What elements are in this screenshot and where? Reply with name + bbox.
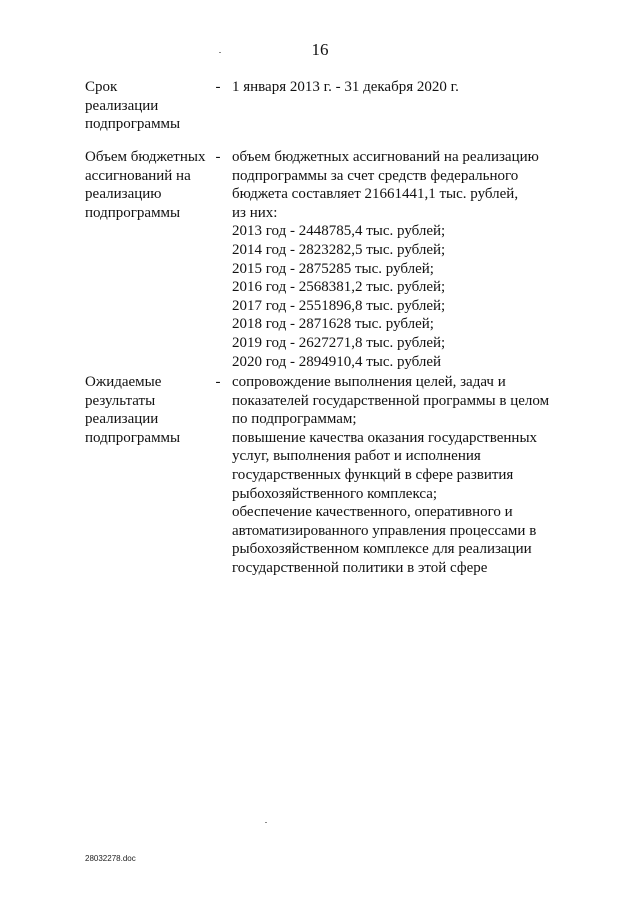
value-line: 2014 год - 2823282,5 тыс. рублей;	[232, 241, 446, 258]
row-dash: -	[215, 149, 221, 165]
row-dash: -	[215, 79, 221, 95]
scan-speck	[265, 822, 267, 823]
row-value	[232, 373, 562, 578]
label-line: результаты	[85, 392, 156, 409]
value-line: 2020 год - 2894910,4 тыс. рублей	[232, 353, 442, 370]
value-line: 2015 год - 2875285 тыс. рублей;	[232, 260, 434, 277]
label-line: реализации	[85, 411, 159, 428]
label-line: подпрограммы	[85, 116, 181, 133]
label-line: подпрограммы	[85, 204, 181, 221]
label-line: реализацию	[85, 186, 162, 203]
value-line: 2016 год - 2568381,2 тыс. рублей;	[232, 279, 446, 296]
value-line: сопровождение выполнения целей, задач и	[232, 374, 506, 390]
value-line: государственной политики в этой сфере	[232, 559, 488, 576]
document-id: 28032278.doc	[85, 854, 136, 863]
label-line: Ожидаемые	[85, 374, 162, 390]
value-line: подпрограммы за счет средств федерального	[232, 167, 519, 184]
value-line: по подпрограммам;	[232, 411, 357, 428]
value-line: автоматизированного управления процессами в	[232, 522, 537, 539]
value-line: рыбохозяйственном комплексе для реализации	[232, 541, 532, 558]
value-line: 2019 год - 2627271,8 тыс. рублей;	[232, 334, 446, 351]
scan-speck	[219, 52, 221, 53]
label-line: ассигнований на	[85, 167, 191, 184]
value-line: повышение качества оказания государственных	[232, 429, 538, 446]
value-line: 2017 год - 2551896,8 тыс. рублей;	[232, 297, 446, 314]
label-line: подпрограммы	[85, 429, 181, 446]
row-label	[85, 78, 210, 134]
value-line: 2013 год - 2448785,4 тыс. рублей;	[232, 223, 446, 240]
value-line: рыбохозяйственного комплекса;	[232, 485, 438, 502]
label-line: Объем бюджетных	[85, 149, 206, 165]
label-line: реализации	[85, 97, 159, 114]
row-dash: -	[215, 374, 221, 390]
value-line: обеспечение качественного, оперативного и	[232, 504, 513, 521]
value-line: 2018 год - 2871628 тыс. рублей;	[232, 316, 434, 333]
label-line: Срок	[85, 79, 118, 95]
page-number: 16	[311, 40, 329, 59]
row-label	[85, 148, 210, 222]
row-label	[85, 373, 210, 447]
value-line: бюджета составляет 21661441,1 тыс. рублей,	[232, 186, 519, 203]
row-value	[232, 148, 562, 371]
value-line: из них:	[232, 204, 278, 221]
value-line: показателей государственной программы в целом	[232, 392, 550, 409]
value-line: услуг, выполнения работ и исполнения	[232, 448, 481, 465]
value-line: государственных функций в сфере развития	[232, 466, 514, 483]
value-line: объем бюджетных ассигнований на реализацию	[232, 149, 539, 165]
row-value	[232, 78, 562, 97]
value-line: 1 января 2013 г. - 31 декабря 2020 г.	[232, 79, 459, 95]
